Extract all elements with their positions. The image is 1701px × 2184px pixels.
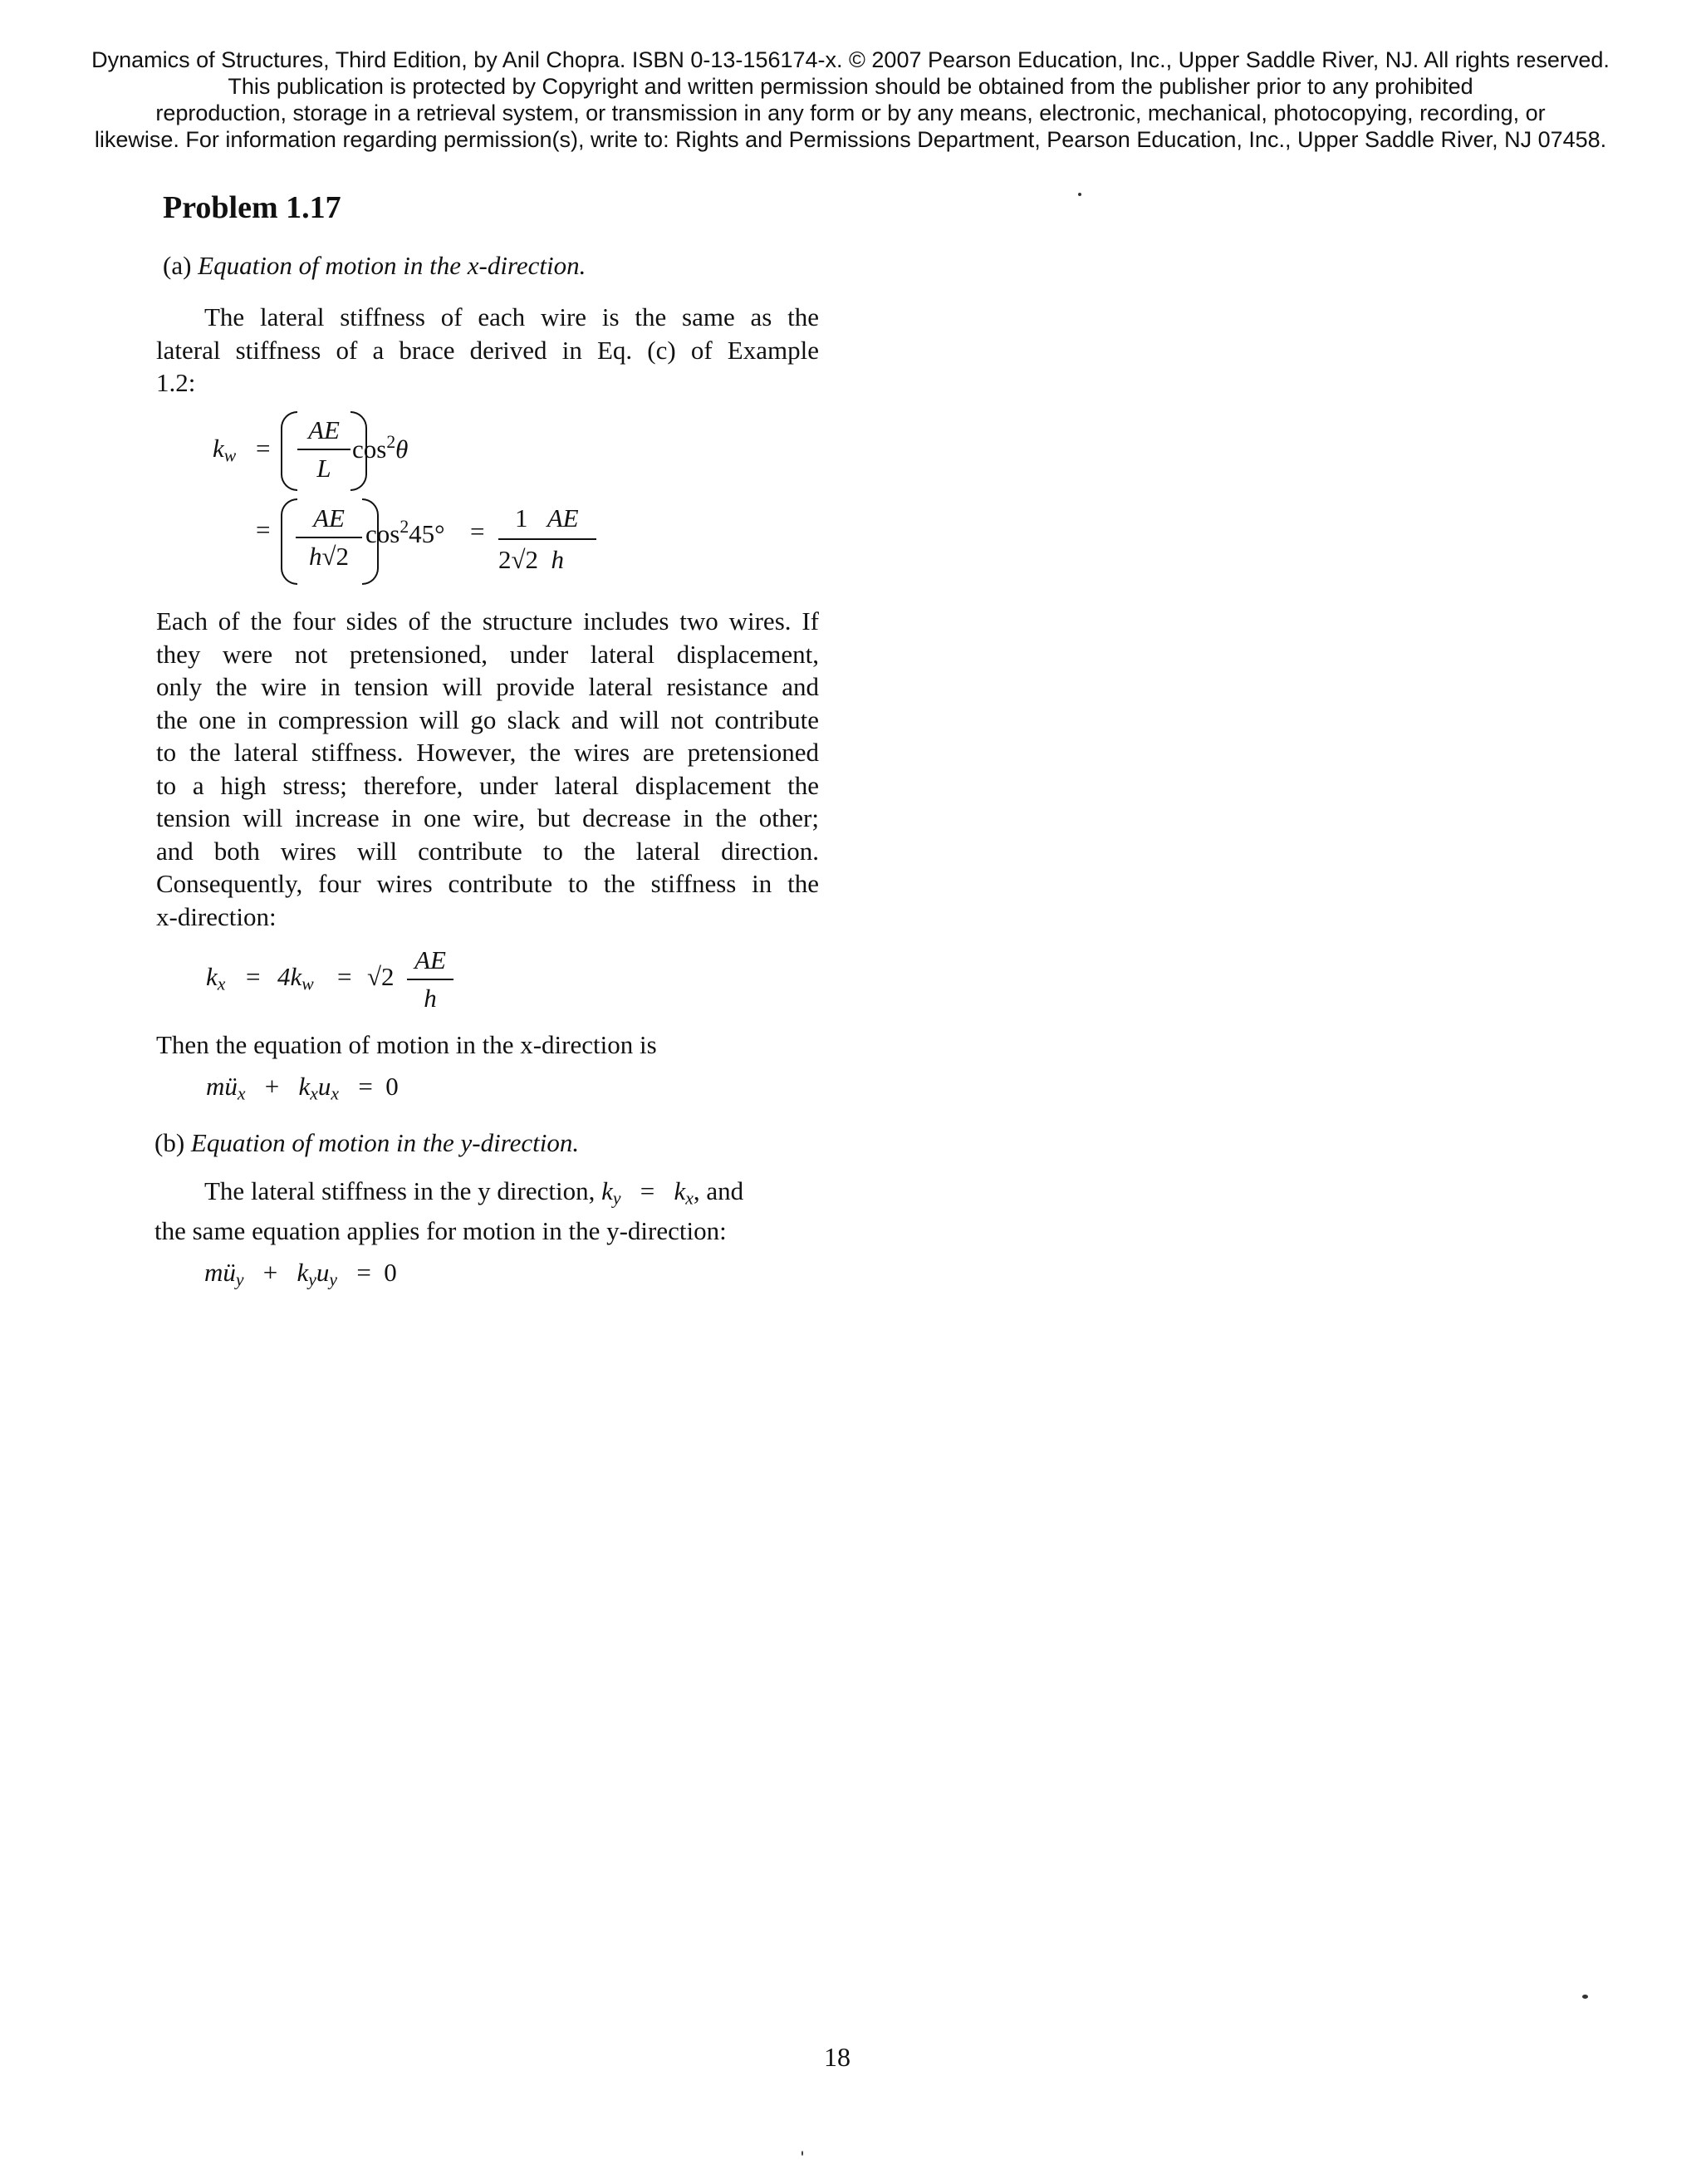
equation-kw-lhs [213,434,236,466]
left-paren [281,498,297,585]
sqrt-two: √2 [321,542,349,571]
fraction-denominator [299,454,349,483]
then-sentence: Then the equation of motion in the x-direction is [156,1030,657,1059]
copyright-line: This publication is protected by Copyright and written permission should be obtained from the publisher prior to any prohibited [228,74,1473,99]
fraction-bar [296,537,362,538]
denominator-2-sqrt2: 2√2 [498,545,539,574]
part-b-heading [154,1128,579,1158]
scan-speck [1582,1995,1588,1999]
fraction-denominator [296,542,362,572]
cos-text: cos [365,518,400,548]
copyright-notice [0,47,1701,153]
result-numerator [515,503,579,533]
equation-motion-x [206,1072,399,1104]
numerator-AE: AE [547,503,579,533]
equals-sign: = [246,962,261,991]
paragraph-line: Consequently, four wires contribute to the stiffness in the [156,869,819,898]
paragraph-line: to the lateral stiffness. However, the wires are pretensioned [156,738,819,767]
cos-squared-45 [365,517,445,549]
plus-sign: + [262,1258,278,1287]
part-a-title: Equation of motion in the x-direction. [198,251,586,280]
denominator-h: h [308,542,322,571]
part-a-heading [163,251,586,281]
part-b-text: The lateral stiffness in the y direction, [204,1176,596,1205]
plus-sign: + [264,1072,280,1101]
equals-sign: = [256,515,271,544]
fraction-bar [407,979,453,980]
math-var-u: u [316,1258,330,1287]
part-a-label: (a) [163,251,192,280]
paragraph-line: The lateral stiffness of each wire is the same as the [204,302,819,331]
math-sub-w: w [301,974,314,994]
equals-sign: = [358,1072,373,1101]
fraction-denominator [405,984,455,1013]
fraction-numerator [299,415,349,445]
paragraph-line: the one in compression will go slack and will not contribute [156,704,819,734]
math-sub-y: y [329,1269,338,1290]
paragraph-line: to a high stress; therefore, under lateral displacement the [156,770,819,800]
copyright-line: Dynamics of Structures, Third Edition, by Anil Chopra. ISBN 0-13-156174-x. © 2007 Pearson Education, Inc., Upper Saddle River, NJ. All rights reserved. [91,47,1610,72]
numerator-one: 1 [515,503,528,533]
math-sub-x: x [310,1083,318,1104]
equals-sign: = [470,517,485,546]
scan-speck [801,2151,803,2156]
math-m-udd: mü [206,1072,238,1101]
paragraph-line: lateral stiffness of a brace derived in Eq. (c) of Example [156,335,819,365]
exponent: 2 [386,432,396,452]
paragraph-line: x-direction: [156,901,277,931]
math-var-k: k [206,962,218,991]
intro-paragraph [156,301,819,400]
math-sub-y: y [235,1269,244,1290]
part-b-title: Equation of motion in the y-direction. [190,1128,580,1157]
numerator-AE: AE [313,503,345,533]
copyright-line: reproduction, storage in a retrieval system, or transmission in any form or by any means, electronic, mechanical, photocopying, recording, or [155,101,1546,125]
part-b-text: , and [693,1176,744,1205]
math-var-k: k [213,434,224,463]
math-sub-w: w [223,445,237,466]
math-4k: 4k [277,962,302,991]
scan-speck [1078,193,1081,196]
zero: 0 [385,1072,399,1101]
math-sub-x: x [237,1083,246,1104]
body-paragraph [156,605,819,933]
denominator-h: h [424,984,437,1013]
problem-title: Problem 1.17 [163,190,341,225]
four-kw [277,962,314,994]
math-var-u: u [317,1072,331,1101]
paragraph-line: only the wire in tension will provide lateral resistance and [156,672,819,701]
equals-sign: = [337,962,352,991]
math-var-k: k [297,1258,309,1287]
fraction-bar [297,449,350,450]
zero: 0 [384,1258,397,1287]
math-var-k: k [674,1176,686,1205]
fraction-bar [498,538,596,540]
math-sub-y: y [612,1188,621,1209]
equation-kx [206,962,225,994]
fraction-numerator [296,503,362,533]
equals-sign: = [356,1258,371,1287]
page-number: 18 [824,2042,850,2072]
paragraph-line: 1.2: [156,368,196,397]
left-paren [281,411,297,491]
equation-motion-y [204,1258,397,1290]
denominator-h: h [551,545,565,574]
angle-45: 45° [409,518,445,548]
cos-text: cos [352,434,387,464]
numerator-AE: AE [414,945,446,974]
paragraph-line: tension will increase in one wire, but decrease in the other; [156,803,819,832]
math-var-k: k [601,1176,613,1205]
numerator-AE: AE [308,415,340,444]
equals-sign: = [256,434,271,463]
paragraph-line: Each of the four sides of the structure includes two wires. If [156,606,819,636]
cos-squared-theta [352,432,408,464]
copyright-line: likewise. For information regarding permission(s), write to: Rights and Permissions Department, Pearson Education, Inc., Upper Saddle River, NJ 07458. [94,127,1607,152]
denominator-L: L [316,454,331,483]
result-denominator [498,545,564,575]
math-sub-x: x [685,1188,694,1209]
part-b-line [204,1176,743,1209]
equals-sign: = [640,1176,655,1205]
math-sub-y: y [308,1269,316,1290]
theta-symbol: θ [395,434,409,464]
sqrt-two: √2 [367,962,395,991]
paragraph-line: they were not pretensioned, under lateral displacement, [156,639,819,669]
paragraph-line: and both wires will contribute to the lateral direction. [156,836,819,866]
math-sub-x: x [217,974,226,994]
part-b-line: the same equation applies for motion in the y-direction: [154,1216,727,1245]
math-m-udd: mü [204,1258,236,1287]
math-var-k: k [298,1072,311,1101]
fraction-numerator [405,945,455,975]
part-b-label: (b) [154,1128,185,1157]
math-sub-x: x [331,1083,340,1104]
exponent: 2 [400,517,409,537]
